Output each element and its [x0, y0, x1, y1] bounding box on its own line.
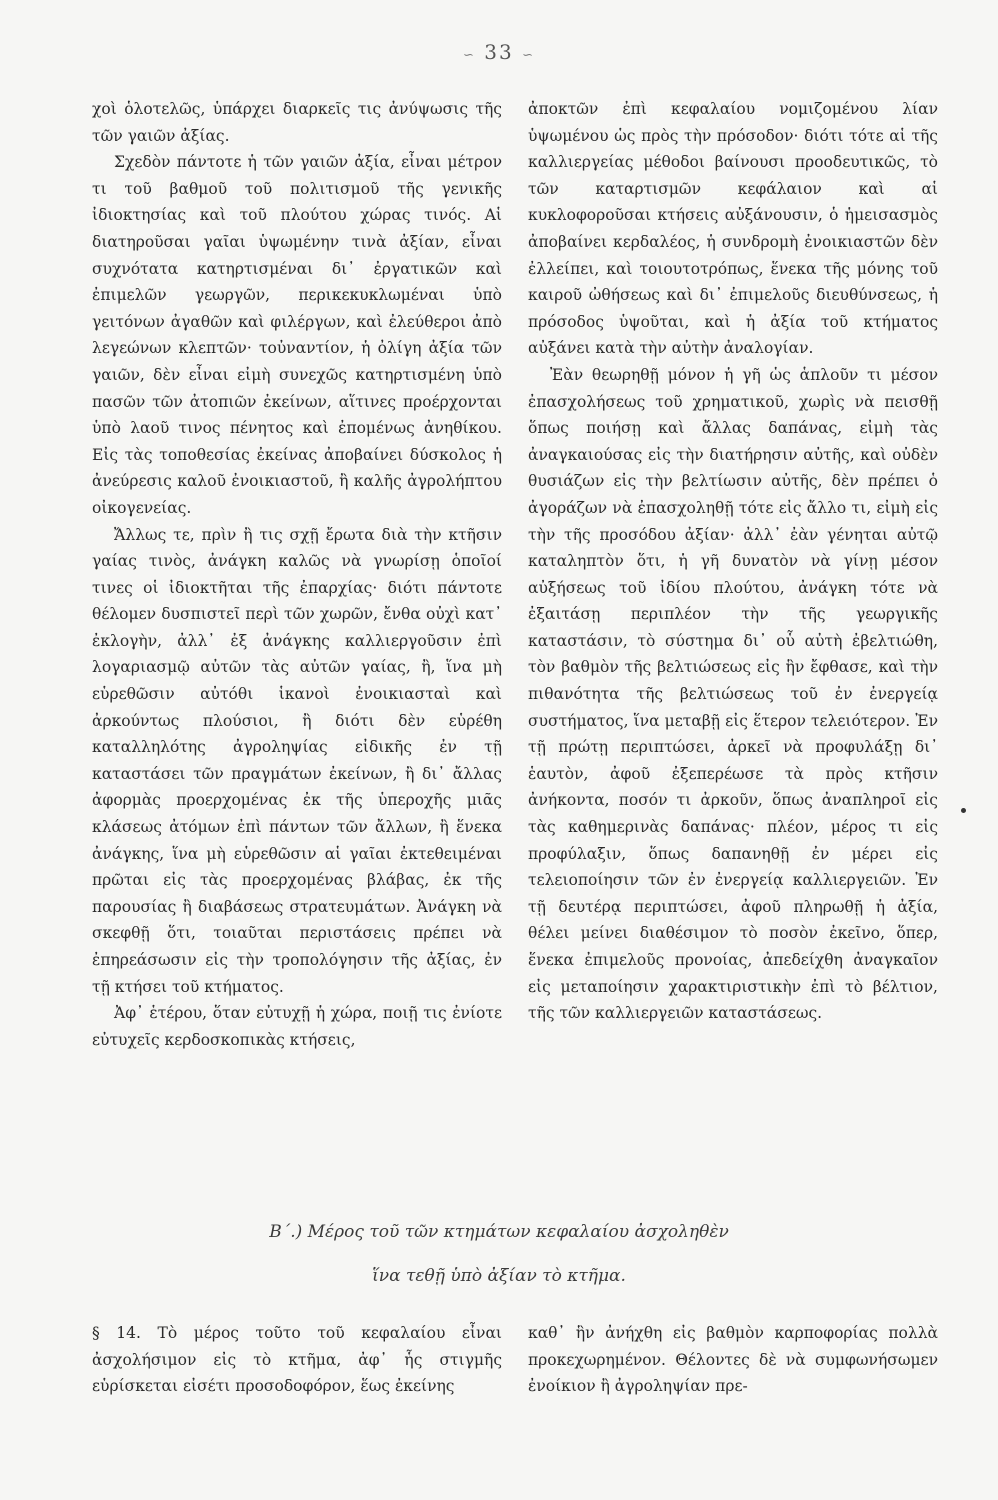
paragraph: Ἐὰν θεωρηθῇ μόνον ἡ γῆ ὡς ἁπλοῦν τι μέσον ἐπασχολήσεως τοῦ χρηματικοῦ, χωρὶς νὰ πεισθῇ ὅπως ποιήσῃ καὶ ἄλλας δαπάνας, εἰμὴ τὰς ἀναγκαιούσας εἰς τὴν διατήρησιν αὐτῆς, καὶ οὐδὲν θυσιάζων εἰς τὴν βελτίωσιν αὐτῆς, δὲν πρέπει ὁ ἀγοράζων νὰ ἐπασχοληθῇ τότε εἰς ἄλλο τι, εἰμὴ εἰς τὴν τῆς προσόδου ἀξίαν· ἀλλ᾽ ἐὰν γένηται αὐτῷ καταληπτὸν ὅτι, ἡ γῆ δυνατὸν νὰ γίνῃ μέσον αὐξήσεως τοῦ ἰδίου πλούτου, ἀνάγκη τότε νὰ ἐξαιτάσῃ περιπλέον τὴν τῆς γεωργικῆς καταστάσιν, τὸ σύστημα δι᾽ οὗ αὐτὴ ἐβελτιώθη, τὸν βαθμὸν τῆς βελτιώσεως εἰς ἣν ἔφθασε, καὶ τὴν πιθανότητα τῆς βελτιώσεως τοῦ ἐν ἐνεργείᾳ συστήματος, ἵνα μεταβῇ εἰς ἕτερον τελειότερον. Ἐν τῇ πρώτῃ περιπτώσει, ἀρκεῖ νὰ προφυλάξῃ δι᾽ ἑαυτὸν, ἀφοῦ ἐξεπερέωσε τὰ πρὸς κτῆσιν ἀνήκοντα, ποσόν τι ἀρκοῦν, ὅπως ἀναπληροῖ εἰς τὰς καθημερινὰς δαπάνας· πλέον, μέρος τι εἰς προφύλαξιν, ὅπως δαπανηθῇ ἐν μέρει εἰς τελειοποίησιν τῶν ἐν ἐνεργείᾳ καλλιεργειῶν. Ἐν τῇ δευτέρᾳ περιπτώσει, ἀφοῦ πληρωθῇ ἡ ἀξία, θέλει μείνει διαθέσιμον τὸ ποσὸν ἐκεῖνο, ὅπερ, ἕνεκα ἐπιμελοῦς προνοίας, ἀπεδείχθη ἀναγκαῖον εἰς μεταποίησιν χαρακτιριστικὴν ἐπὶ τὸ βέλτιον, τῆς τῶν καλλιεργειῶν καταστάσεως. [528, 365, 938, 1023]
section-heading-line2: ἵνα τεθῇ ὑπὸ ἀξίαν τὸ κτῆμα. [372, 1266, 626, 1286]
right-column-bottom [528, 1320, 938, 1400]
left-column-top [92, 96, 502, 1053]
page-number: 33 [484, 40, 514, 64]
paragraph: χοὶ ὁλοτελῶς, ὑπάρχει διαρκεῖς τις ἀνύψωσις τῆς τῶν γαιῶν ἀξίας. [92, 100, 502, 145]
section-heading-line1: Β΄.) Μέρος τοῦ τῶν κτημάτων κεφαλαίου ἀσχοληθὲν [269, 1222, 729, 1242]
paragraph: καθ᾽ ἣν ἀνήχθη εἰς βαθμὸν καρποφορίας πολλὰ προκεχωρημένον. Θέλοντες δὲ νὰ συμφωνήσωμεν ἐνοίκιον ἢ ἀγροληψίαν πρε- [528, 1324, 938, 1396]
paragraph: Σχεδὸν πάντοτε ἡ τῶν γαιῶν ἀξία, εἶναι μέτρον τι τοῦ βαθμοῦ τοῦ πολιτισμοῦ τῆς γενικῆς ἰδιοκτησίας καὶ τοῦ πλούτου χώρας τινός. Αἱ διατηροῦσαι γαῖαι ὑψωμένην τινὰ ἀξίαν, εἶναι συχνότατα κατηρτισμέναι δι᾽ ἐργατικῶν καὶ ἐπιμελῶν γεωργῶν, περικεκυκλωμέναι ὑπὸ γειτόνων ἀγαθῶν καὶ φιλέργων, καὶ ἐλεύθεροι ἀπὸ λεγεώνων κλεπτῶν· τοὐναντίον, ἡ ὀλίγη ἀξία τῶν γαιῶν, δὲν εἶναι εἰμὴ συνεχῶς κατηρτισμένη ὑπὸ πασῶν τῶν ἀτοπιῶν ἐκείνων, αἵτινες προέρχονται ὑπὸ λαοῦ τινος πένητος καὶ ἐπομένως ἀνηθίκου. Εἰς τὰς τοποθεσίας ἐκείνας ἀποβαίνει δύσκολος ἡ ἀνεύρεσις καλοῦ ἐνοικιαστοῦ, ἢ καλῆς ἀγρολήπτου οἰκογενείας. [92, 153, 502, 517]
margin-mark [961, 808, 966, 813]
ornament-left-icon: ∽ [463, 48, 476, 63]
ornament-right-icon: ∽ [522, 48, 535, 63]
paragraph: § 14. Τὸ μέρος τοῦτο τοῦ κεφαλαίου εἶναι ἀσχολήσιμον εἰς τὸ κτῆμα, ἀφ᾽ ἧς στιγμῆς εὑρίσκεται εἰσέτι προσοδοφόρον, ἕως ἐκείνης [92, 1324, 502, 1396]
paragraph: Ἄλλως τε, πρὶν ἢ τις σχῇ ἔρωτα διὰ τὴν κτῆσιν γαίας τινὸς, ἀνάγκη καλῶς νὰ γνωρίσῃ ὁποῖοί τινες οἱ ἰδιοκτῆται τῆς ἐπαρχίας· διότι πάντοτε θέλομεν δυσπιστεῖ περὶ τῶν χωρῶν, ἔνθα οὐχὶ κατ᾽ ἐκλογὴν, ἀλλ᾽ ἐξ ἀνάγκης καλλιεργοῦσιν ἐπὶ λογαριασμῷ αὐτῶν τὰς αὐτῶν γαίας, ἢ, ἵνα μὴ εὑρεθῶσιν αὐτόθι ἱκανοὶ ἐνοικιασταὶ καὶ ἀρκούντως πλούσιοι, ἢ διότι δὲν εὑρέθη καταλληλότης ἀγροληψίας εἰδικῆς ἐν τῇ καταστάσει τῶν πραγμάτων ἐκείνων, ἢ δι᾽ ἄλλας ἀφορμὰς προερχομένας ἐκ τῆς ὑπεροχῆς μιᾶς κλάσεως ἀτόμων ἐπὶ πάντων τῶν ἄλλων, ἢ ἕνεκα ἀνάγκης, ἵνα μὴ εὑρεθῶσιν αἱ γαῖαι ἐκτεθειμέναι πρῶται εἰς τὰς προερχομένας βλάβας, ἐκ τῆς παρουσίας ἢ διαβάσεως στρατευμάτων. Ἀνάγκη νὰ σκεφθῇ ὅτι, τοιαῦται περιστάσεις πρέπει νὰ ἐπηρεάσωσιν εἰς τὴν τροπολόγησιν τῆς ἀξίας, ἐν τῇ κτήσει τοῦ κτήματος. [92, 525, 502, 996]
page-header [0, 40, 998, 64]
right-column-top [528, 96, 938, 1027]
paragraph: Ἀφ᾽ ἑτέρου, ὅταν εὐτυχῇ ἡ χώρα, ποιῇ τις ἐνίοτε εὐτυχεῖς κερδοσκοπικὰς κτήσεις, [92, 1004, 502, 1049]
paragraph: ἀποκτῶν ἐπὶ κεφαλαίου νομιζομένου λίαν ὑψωμένου ὡς πρὸς τὴν πρόσοδον· διότι τότε αἱ τῆς καλλιεργείας μέθοδοι βαίνουσι προοδευτικῶς, τὸ τῶν καταρτισμῶν κεφάλαιον καὶ αἱ κυκλοφοροῦσαι κτήσεις αὐξάνουσιν, ὁ ἡμεισασμὸς ἀποβαίνει κερδαλέος, ἡ συνδρομὴ ἐνοικιαστῶν δὲν ἐλλείπει, καὶ τοιουτοτρόπως, ἕνεκα τῆς μόνης τοῦ καιροῦ ὠθήσεως καὶ δι᾽ ἐπιμελοῦς διευθύνσεως, ἡ πρόσοδος ὑψοῦται, καὶ ἡ ἀξία τοῦ κτήματος αὐξάνει κατὰ τὴν αὐτὴν ἀναλογίαν. [528, 100, 938, 358]
left-column-bottom [92, 1320, 502, 1400]
